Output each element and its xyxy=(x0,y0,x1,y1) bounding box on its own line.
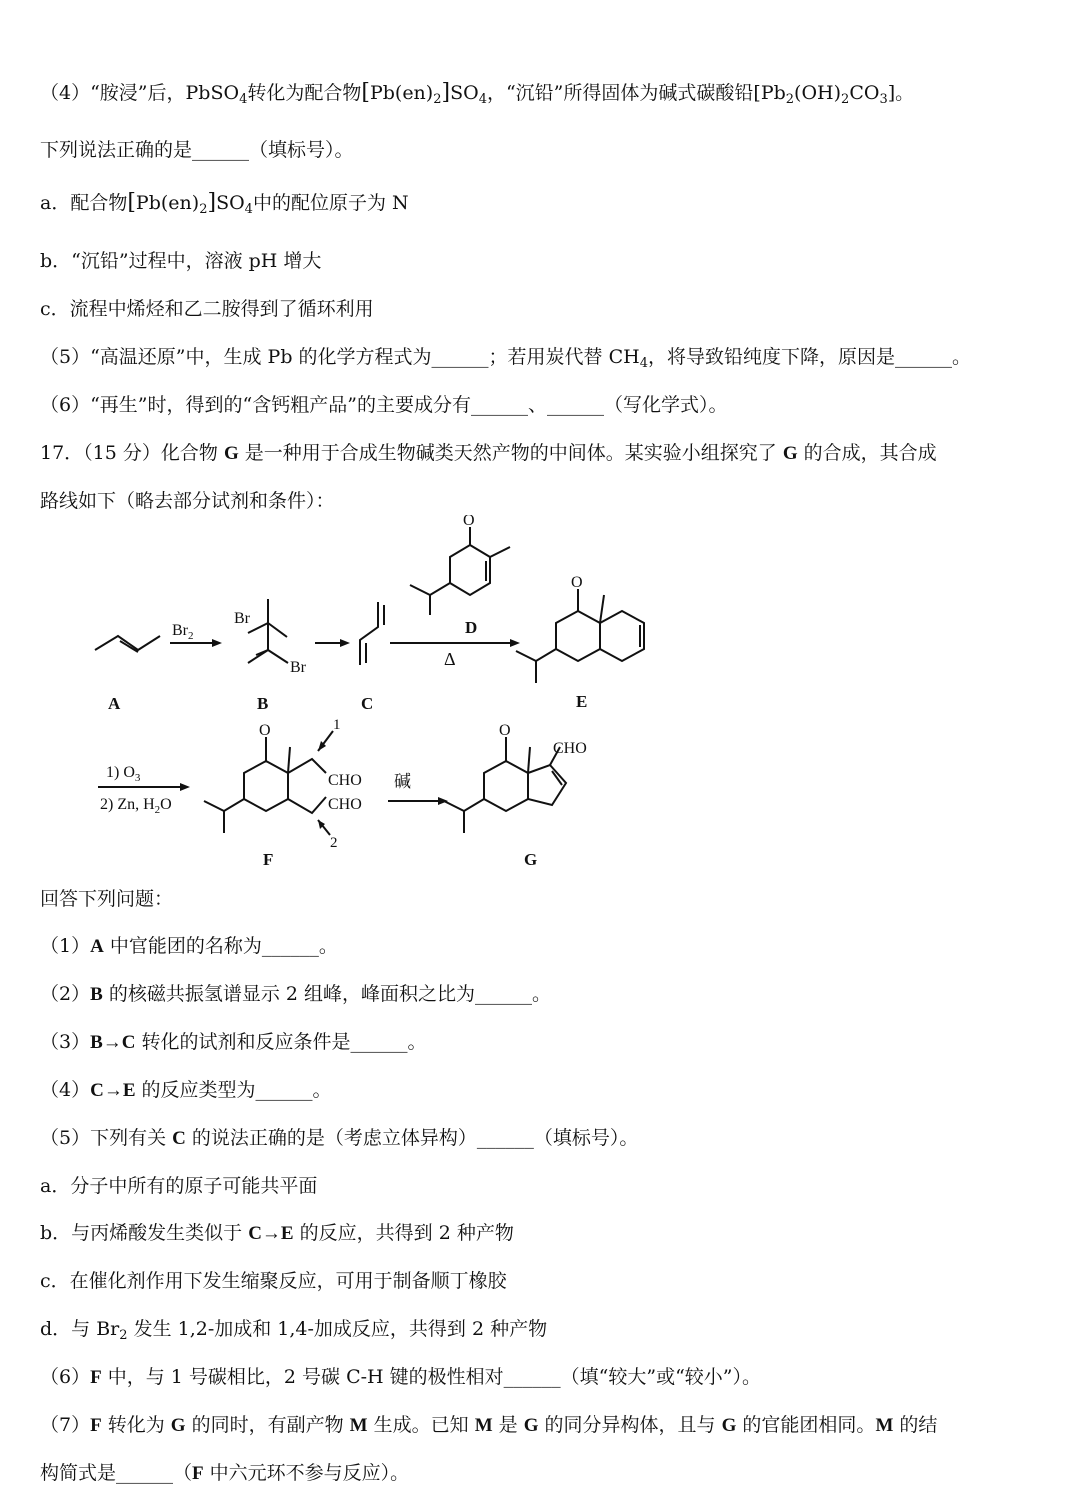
q17-intro-line2: 路线如下（略去部分试剂和条件）： xyxy=(40,490,335,512)
q16-part4-line: （4）“胺浸”后，PbSO$_4$转化为配合物$[Pb(en)_2]SO_4$，“沉铅”所得固体为碱式碳酸铅$[Pb_2(OH)_2CO_3]$。 xyxy=(40,80,915,107)
q16-part5: （5）“高温还原”中，生成 Pb 的化学方程式为______；若用炭代替 $CH_4$，将导致铅纯度下降，原因是______。 xyxy=(40,346,971,371)
q17-sub5-option-a: a．分子中所有的原子可能共平面 xyxy=(40,1175,318,1197)
svg-text:Br: Br xyxy=(290,659,306,676)
structure-C xyxy=(360,602,384,665)
q17-sub5: （5）下列有关 C 的说法正确的是（考虑立体异构）______（填标号）。 xyxy=(40,1127,639,1149)
q17-intro: 17．（15 分）化合物 G 是一种用于合成生物碱类天然产物的中间体。某实验小组探究了 G 的合成，其合成 xyxy=(40,442,937,464)
q17-sub6: （6）F 中，与 1 号碳相比，2 号碳 C-H 键的极性相对______（填“较大”或“较小”）。 xyxy=(40,1366,761,1388)
q17-sub4: （4）C→E 的反应类型为______。 xyxy=(40,1079,332,1101)
q17-sub7-line2: 构简式是______（F 中六元环不参与反应）。 xyxy=(40,1462,410,1484)
label-D: D xyxy=(465,618,478,637)
structure-B xyxy=(248,599,288,663)
label-C: C xyxy=(361,694,374,713)
svg-text:Br: Br xyxy=(234,610,250,627)
svg-text:1) O3: 1) $O_3$ xyxy=(106,764,141,784)
q17-sub5-option-d: d．与 $Br_2$ 发生 1,2-加成和 1,4-加成反应，共得到 2 种产物 xyxy=(40,1318,548,1343)
svg-text:O: O xyxy=(499,722,511,739)
q17-sub7-line1: （7）F 转化为 G 的同时，有副产物 M 生成。已知 M 是 G 的同分异构体，且与 G 的官能团相同。M 的结 xyxy=(40,1414,938,1436)
structure-F xyxy=(204,731,333,835)
svg-text:CHO: CHO xyxy=(553,740,587,757)
q16-part6: （6）“再生”时，得到的“含钙粗产品”的主要成分有______、______（写化学式）。 xyxy=(40,394,728,416)
svg-text:CHO: CHO xyxy=(328,772,362,789)
q17-sub3: （3）B→C 转化的试剂和反应条件是______。 xyxy=(40,1031,427,1053)
structure-E xyxy=(516,589,644,683)
q16-part4-ask: 下列说法正确的是______（填标号）。 xyxy=(40,139,354,161)
label-G: G xyxy=(524,850,538,869)
svg-text:碱: 碱 xyxy=(394,772,411,792)
q16-option-b: b．“沉铅”过程中，溶液 pH 增大 xyxy=(40,250,322,272)
label-A: A xyxy=(108,694,121,713)
q17-sub5-option-b: b．与丙烯酸发生类似于 C→E 的反应，共得到 2 种产物 xyxy=(40,1222,514,1244)
svg-text:O: O xyxy=(571,574,583,591)
q17-sub5-option-c: c．在催化剂作用下发生缩聚反应，可用于制备顺丁橡胶 xyxy=(40,1270,507,1292)
svg-text:2: 2 xyxy=(330,835,338,851)
svg-text:2) Zn, H2O: 2) Zn, $H_2O$ xyxy=(100,796,172,816)
svg-text:O: O xyxy=(463,515,475,529)
svg-text:CHO: CHO xyxy=(328,796,362,813)
structure-G xyxy=(444,737,566,833)
svg-text:Br2: $Br_2$ xyxy=(172,622,194,642)
svg-text:O: O xyxy=(259,722,271,739)
synthesis-scheme xyxy=(0,515,1080,875)
label-F: F xyxy=(263,850,274,869)
q17-sub1: （1）A 中官能团的名称为______。 xyxy=(40,935,338,957)
q17-sub2: （2）B 的核磁共振氢谱显示 2 组峰，峰面积之比为______。 xyxy=(40,983,551,1005)
svg-text:1: 1 xyxy=(333,717,341,733)
label-B: B xyxy=(257,694,269,713)
svg-text:Δ: Δ xyxy=(444,649,456,669)
structure-A xyxy=(95,636,160,652)
label-E: E xyxy=(576,692,588,711)
q16-option-a: a．配合物$[Pb(en)_2]SO_4$中的配位原子为 N xyxy=(40,190,409,217)
structure-D xyxy=(410,527,510,615)
q16-option-c: c．流程中烯烃和乙二胺得到了循环利用 xyxy=(40,298,374,320)
answer-intro: 回答下列问题： xyxy=(40,888,174,910)
